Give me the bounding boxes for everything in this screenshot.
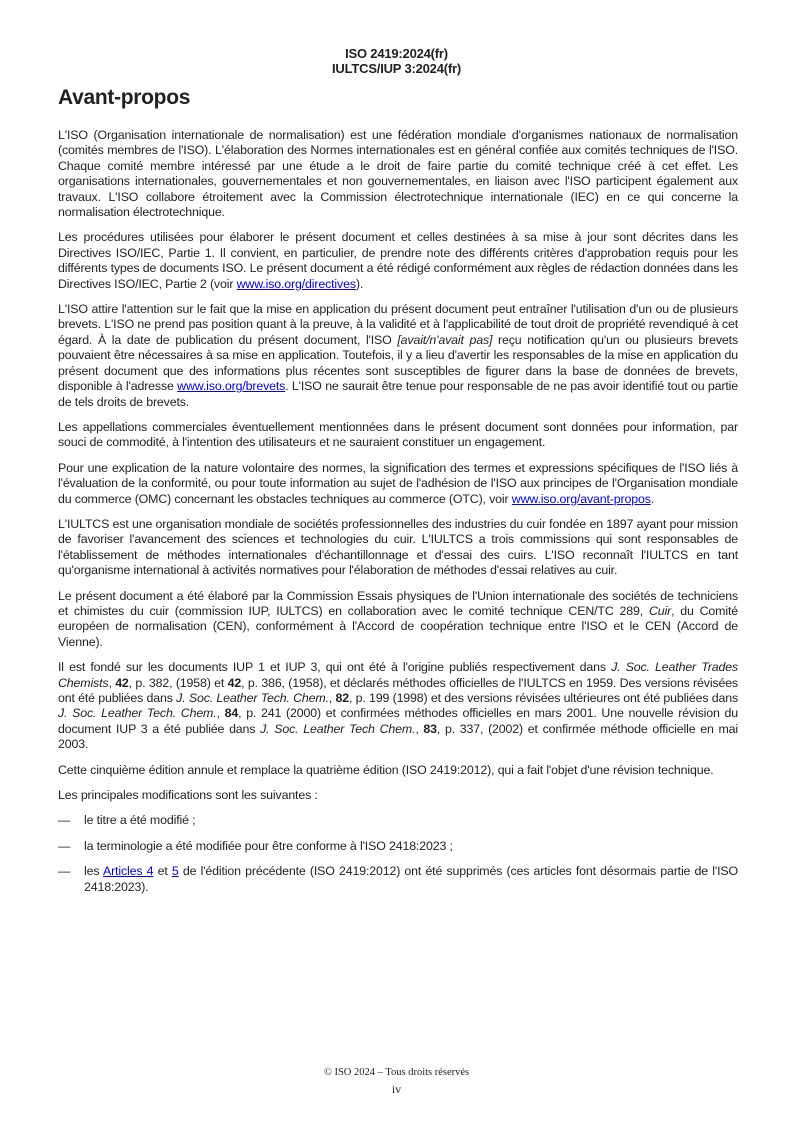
list-item: [58, 839, 738, 854]
list-item: [58, 813, 738, 828]
paragraph-iso-intro: L'ISO (Organisation internationale de normalisation) est une fédération mondiale d'organismes nationaux de normalisation (comités membres de l'ISO). L'élaboration des Normes internationales est en général confiée aux comités techniques de l'ISO. Chaque comité membre intéressé par une étude a le droit de faire partie du comité technique créé à cet effet. Les organisations internationales, gouvernementales et non gouvernementales, en liaison avec l'ISO participent également aux travaux. L'ISO collabore étroitement avec la Commission électrotechnique internationale (IEC) en ce qui concerne la normalisation électrotechnique.: [58, 128, 738, 220]
document-header: [0, 46, 793, 76]
text: . L'ISO ne saurait être tenue pour responsable de ne pas avoir identifié tout ou partie de tels droits de brevets.: [58, 379, 738, 409]
page-number: iv: [391, 1082, 402, 1096]
text: et: [153, 864, 172, 879]
text: L'ISO attire l'attention sur le fait que la mise en application du présent document peut entraîner l'utilisation d'un ou de plusieurs brevets. L'ISO ne prend pas position quant à la preuve, à la validité et à l'applicabilité de tout droit de propriété revendiqué à cet égard. À la date de publication du présent document, l'ISO: [58, 302, 738, 347]
text: ,: [328, 691, 336, 705]
changes-list: [58, 813, 738, 895]
journal-name: J. Soc. Leather Tech Chem.: [260, 721, 416, 736]
paragraph-procedures: [58, 230, 738, 292]
text: .: [650, 491, 655, 506]
link-article-4[interactable]: Articles 4: [102, 864, 154, 879]
volume-number: 84: [224, 706, 239, 721]
link-brevets[interactable]: www.iso.org/brevets: [177, 379, 286, 394]
link-article-5[interactable]: 5: [171, 864, 179, 879]
link-avant-propos[interactable]: www.iso.org/avant-propos: [511, 491, 651, 506]
text: ,: [216, 706, 225, 721]
page-footer: [0, 1066, 793, 1096]
list-item-text: la terminologie a été modifiée pour être conforme à l'ISO 2418:2023 ;: [84, 838, 453, 853]
text: ,: [108, 675, 116, 690]
text: de l'édition précédente (ISO 2419:2012) ont été supprimés (ces articles font désormais partie de l'ISO 2418:2023).: [84, 864, 738, 894]
italic-text: Cuir: [648, 603, 672, 618]
em-dash-bullet: —: [58, 838, 71, 853]
paragraph-patents: [58, 302, 738, 410]
list-item: [58, 864, 738, 895]
paragraph-edition: Cette cinquième édition annule et remplace la quatrième édition (ISO 2419:2012), qui a fait l'objet d'une révision technique.: [58, 762, 714, 777]
text: , p. 386, (1958), et déclarés méthodes officielles de l'IULTCS en 1959. Des versions révisées ont été publiées dans: [58, 675, 739, 705]
copyright-notice: © ISO 2024 – Tous droits réservés: [323, 1067, 470, 1078]
paragraph-iultcs: L'IULTCS est une organisation mondiale de sociétés professionnelles des industries du cuir fondée en 1897 ayant pour mission de favoriser l'avancement des sciences et technologies du cuir. L'IULTCS a trois commissions qui sont responsables de l'établissement de méthodes internationales d'échantillonnage et d'essai des cuirs. L'ISO reconnaît l'IULTCS en tant qu'organisme international à activités normatives pour l'élaboration de méthodes d'essai relatives au cuir.: [58, 516, 738, 578]
header-standard-number: ISO 2419:2024(fr): [345, 46, 448, 61]
volume-number: 42: [115, 675, 129, 690]
volume-number: 42: [227, 675, 242, 690]
text: , p. 382, (1958) et: [128, 675, 228, 690]
link-directives[interactable]: www.iso.org/directives: [236, 276, 356, 291]
text: Les procédures utilisées pour élaborer le présent document et celles destinées à sa mise à jour sont décrites dans les Directives ISO/IEC, Partie 1. Il convient, en particulier, de prendre note des différents critères d'approbation requis pour les différents types de documents ISO. Le présent document a été rédigé conformément aux règles de rédaction données dans les Directives ISO/IEC, Partie 2 (voir: [58, 230, 738, 291]
paragraph-trade-names: Les appellations commerciales éventuellement mentionnées dans le présent document sont données pour information, par souci de commodité, à l'intention des utilisateurs et ne sauraient constituer un engagement.: [58, 419, 738, 450]
header-iultcs-number: IULTCS/IUP 3:2024(fr): [332, 61, 461, 76]
volume-number: 82: [335, 691, 350, 705]
journal-name: J. Soc. Leather Tech. Chem.: [58, 706, 217, 721]
text: Il est fondé sur les documents IUP 1 et IUP 3, qui ont été à l'origine publiés respectivement dans: [58, 660, 612, 675]
text: Le présent document a été élaboré par la Commission Essais physiques de l'Union internationale des sociétés de techniciens et chimistes du cuir (commission IUP, IULTCS) en collaboration avec le comité technique CEN/TC 289,: [58, 588, 738, 618]
list-item-text: le titre a été modifié ;: [84, 813, 196, 828]
text: , p. 337, (2002) et confirmée méthode officielle en mai 2003.: [58, 721, 738, 752]
text: Pour une explication de la nature volontaire des normes, la signification des termes et expressions spécifiques de l'ISO liés à l'évaluation de la conformité, ou pour toute information au sujet de l'adhésion de l'ISO aux principes de l'Organisation mondiale du commerce (OMC) concernant les obstacles techniques au commerce (OTC), voir: [58, 460, 738, 506]
paragraph-voluntary-nature: [58, 461, 738, 507]
paragraph-prepared-by: [58, 589, 738, 651]
journal-name: J. Soc. Leather Tech. Chem.: [176, 691, 329, 705]
text: reçu notification qu'un ou plusieurs brevets pouvaient être nécessaires à sa mise en application. Toutefois, il y a lieu d'avertir les responsables de la mise en application du présent document que des informations plus récentes sont susceptibles de figurer dans la base de données de brevets, disponible à l'adresse: [58, 332, 738, 394]
text: , du Comité européen de normalisation (CEN), conformément à l'Accord de coopération technique entre l'ISO et le CEN (Accord de Vienne).: [58, 603, 738, 649]
journal-name: J. Soc. Leather Trades Chemists: [58, 660, 738, 690]
paragraph-history: [58, 660, 738, 752]
paragraph-changes-intro: Les principales modifications sont les suivantes :: [58, 788, 318, 803]
text: , p. 199 (1998) et des versions révisées ultérieures ont été publiées dans: [349, 691, 739, 705]
text: ,: [415, 721, 424, 736]
text: , p. 241 (2000) et confirmées méthodes officielles en mars 2001. Une nouvelle révision du document IUP 3 a été publiée dans: [58, 706, 738, 736]
volume-number: 83: [423, 721, 437, 736]
text: ).: [355, 276, 364, 291]
page-title: Avant-propos: [58, 86, 191, 109]
em-dash-bullet: —: [58, 813, 71, 828]
italic-text: [avait/n'avait pas]: [397, 332, 493, 347]
text: les: [84, 864, 103, 879]
foreword-body: [58, 128, 738, 905]
em-dash-bullet: —: [58, 864, 71, 879]
